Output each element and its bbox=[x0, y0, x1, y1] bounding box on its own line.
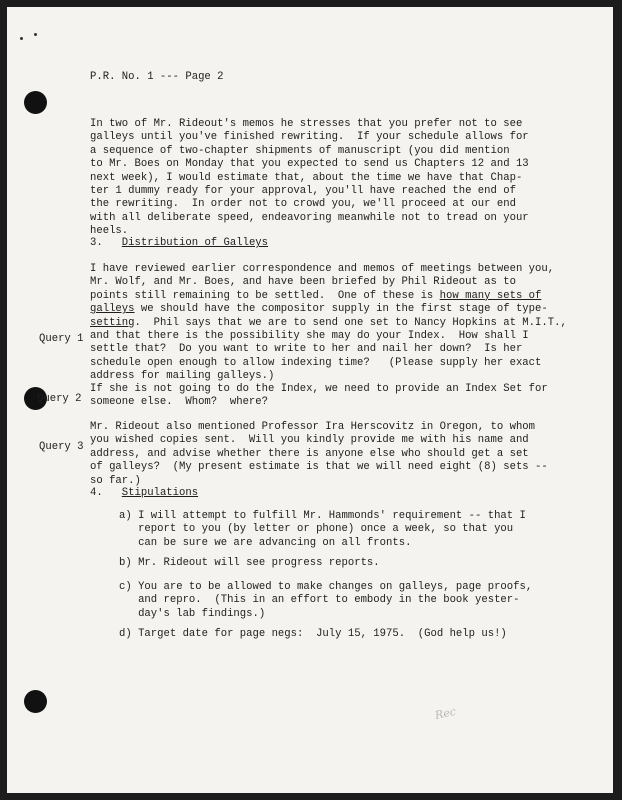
section-4-title: Stipulations bbox=[121, 487, 199, 499]
query-3-label: Query 3 bbox=[39, 441, 84, 453]
stipulation-b bbox=[119, 557, 380, 570]
text-line: you wished copies sent. Will you kindly provide me with his name and bbox=[90, 434, 529, 447]
text-line: and repro. (This in an effort to embody in the book yester- bbox=[119, 594, 520, 607]
paper-speck bbox=[34, 33, 37, 36]
document-page bbox=[7, 7, 613, 793]
text-line: address, and advise whether there is anyone else who should get a set bbox=[90, 447, 529, 460]
text-line: next week), I would estimate that, about the time we have that Chap- bbox=[90, 171, 523, 184]
text-line bbox=[90, 370, 567, 383]
text-line: Mr. Rideout also mentioned Professor Ira Herscovitz in Oregon, to whom bbox=[90, 421, 536, 433]
text-line bbox=[90, 330, 567, 343]
section-3-number: 3. bbox=[90, 237, 103, 249]
text-line: galleys until you've finished rewriting. If your schedule allows for bbox=[90, 131, 529, 144]
text-line: d) Target date for page negs: July 15, 1975. (God help us!) bbox=[119, 628, 507, 640]
stipulation-c bbox=[119, 581, 532, 621]
text-line bbox=[90, 276, 567, 289]
text-line bbox=[90, 343, 567, 356]
section-3-title: Distribution of Galleys bbox=[121, 237, 269, 249]
underlined-text: how many sets of bbox=[439, 289, 542, 302]
line-text: Mr. Wolf, and Mr. Boes, and have been briefed by Phil Rideout as to bbox=[90, 276, 516, 289]
text-line: a sequence of two-chapter shipments of manuscript (you did mention bbox=[90, 144, 510, 157]
line-text: I have reviewed earlier correspondence and memos of meetings between you, bbox=[90, 263, 555, 275]
text-line: c) You are to be allowed to make changes on galleys, page proofs, bbox=[119, 581, 533, 593]
text-line bbox=[90, 303, 567, 316]
text-line: ter 1 dummy ready for your approval, you'll have reached the end of bbox=[90, 185, 516, 198]
text-line bbox=[90, 317, 567, 330]
section-4-heading bbox=[90, 487, 198, 500]
stipulation-d bbox=[119, 628, 507, 641]
section-4-number: 4. bbox=[90, 487, 103, 499]
text-line: heels. bbox=[90, 225, 129, 238]
text-line: b) Mr. Rideout will see progress reports. bbox=[119, 557, 380, 569]
text-line bbox=[90, 357, 567, 370]
text-line: with all deliberate speed, endeavoring meanwhile not to tread on your bbox=[90, 211, 529, 224]
text-line: If she is not going to do the Index, we need to provide an Index Set for bbox=[90, 383, 548, 395]
text-line: so far.) bbox=[90, 474, 141, 487]
stipulation-a bbox=[119, 510, 526, 550]
underlined-text: galleys bbox=[90, 303, 135, 316]
text-line: In two of Mr. Rideout's memos he stresses that you prefer not to see bbox=[90, 118, 523, 130]
intro-paragraph bbox=[90, 118, 529, 239]
line-text: settle that? Do you want to write to her and nail her down? Is her bbox=[90, 343, 523, 356]
line-text: schedule open enough to allow indexing time? (Please supply her exact bbox=[90, 356, 542, 369]
line-text: we should have the compositor supply in the first stage of type- bbox=[134, 303, 548, 316]
text-line: someone else. Whom? where? bbox=[90, 396, 269, 409]
line-text: points still remaining to be settled. One of these is bbox=[90, 289, 440, 302]
page-header: P.R. No. 1 --- Page 2 bbox=[90, 71, 224, 83]
line-text: address for mailing galleys.) bbox=[90, 370, 275, 383]
text-line: day's lab findings.) bbox=[119, 607, 266, 620]
line-text: and that there is the possibility she may do your Index. How shall I bbox=[90, 330, 529, 343]
query-2-label: Query 2 bbox=[37, 393, 82, 405]
distribution-paragraph-3 bbox=[90, 421, 548, 488]
text-line: the rewriting. In order not to crowd you, we'll proceed at our end bbox=[90, 198, 516, 211]
underlined-text: setting bbox=[90, 316, 135, 329]
text-line: of galleys? (My present estimate is that we will need eight (8) sets -- bbox=[90, 461, 548, 474]
text-line bbox=[90, 290, 567, 303]
section-3-heading bbox=[90, 237, 268, 250]
distribution-paragraph-1 bbox=[90, 263, 567, 384]
distribution-paragraph-2 bbox=[90, 383, 548, 410]
pencil-annotation: Rec bbox=[433, 704, 458, 723]
line-text: . Phil says that we are to send one set to Nancy Hopkins at M.I.T., bbox=[134, 316, 567, 329]
text-line: to Mr. Boes on Monday that you expected to send us Chapters 12 and 13 bbox=[90, 158, 529, 171]
text-line bbox=[90, 263, 567, 276]
punch-hole bbox=[24, 91, 47, 114]
paper-speck bbox=[20, 37, 23, 40]
text-line: report to you (by letter or phone) once a week, so that you bbox=[119, 523, 514, 536]
punch-hole bbox=[24, 690, 47, 713]
text-line: a) I will attempt to fulfill Mr. Hammonds' requirement -- that I bbox=[119, 510, 526, 522]
query-1-label: Query 1 bbox=[39, 333, 84, 345]
text-line: can be sure we are advancing on all fronts. bbox=[119, 536, 412, 549]
